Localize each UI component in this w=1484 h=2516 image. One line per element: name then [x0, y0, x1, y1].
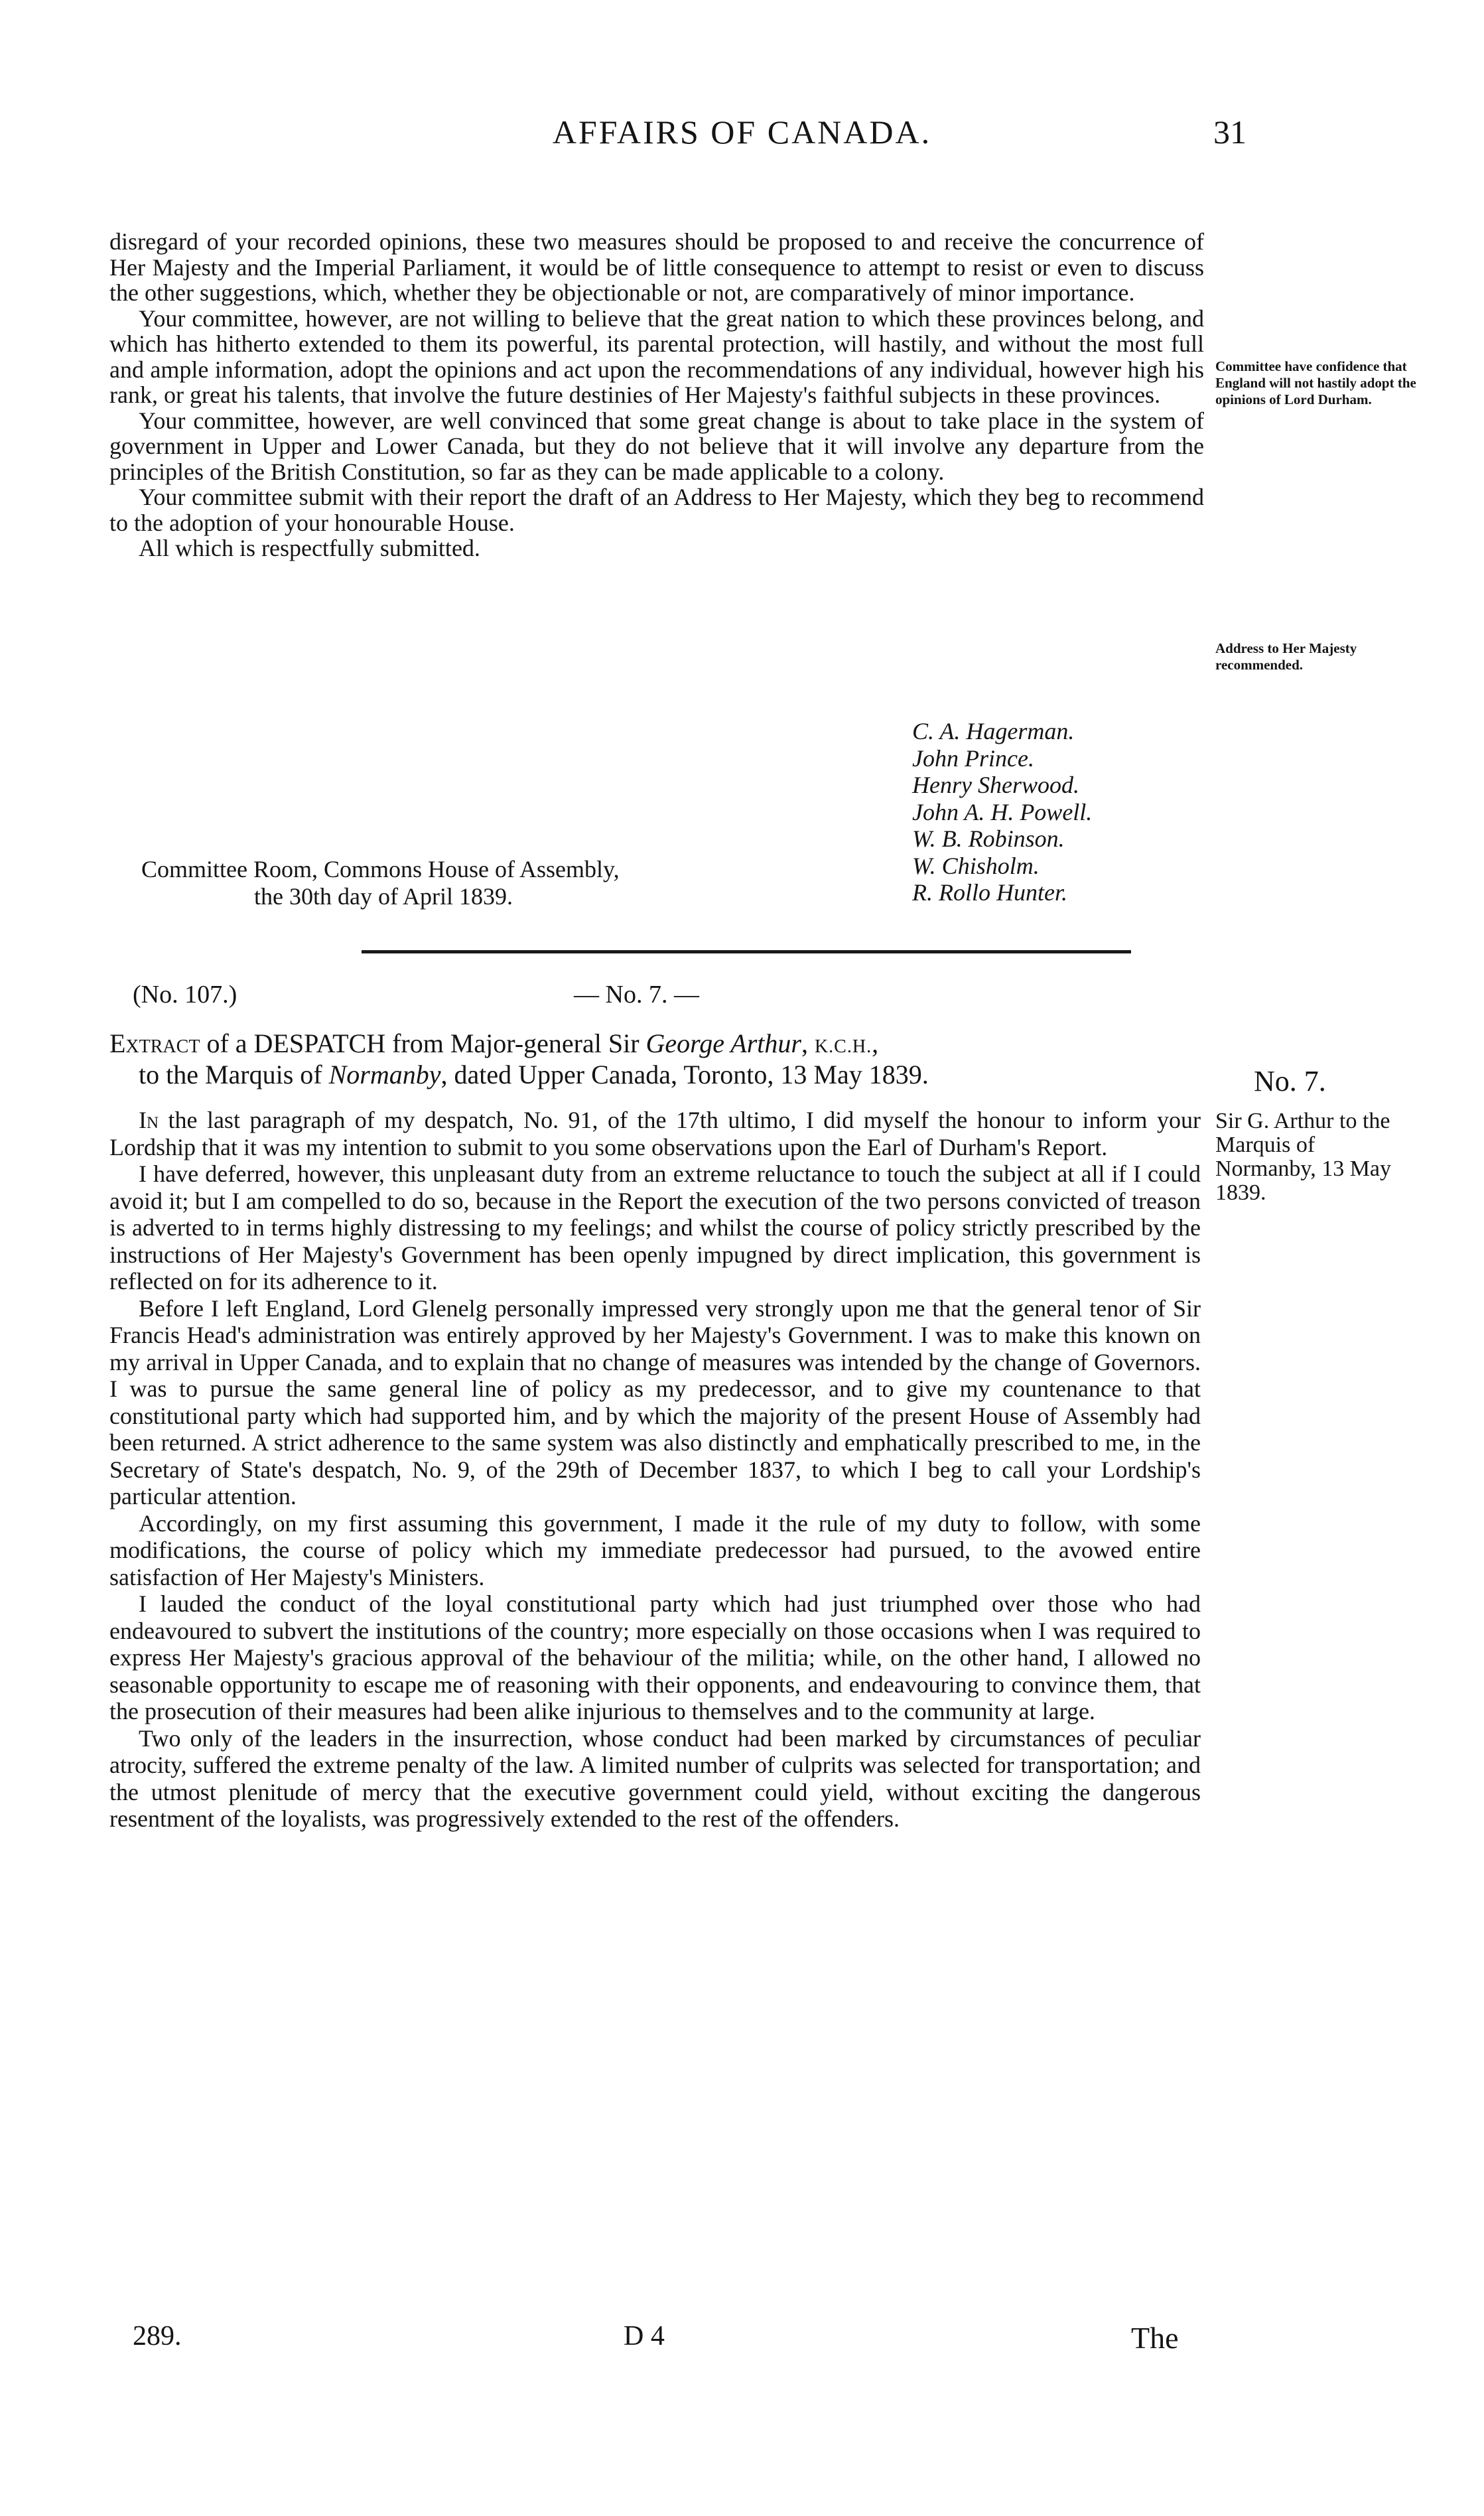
despatch-number-left: (No. 107.) [133, 981, 237, 1009]
report-paragraph: Your committee, however, are not willing to believe that the great nation to which these provinces belong, and which has hitherto extended to them its powerful, its parental protection, will hastily, and without the most full and ample information, adopt the opinions and act upon the recommendations of any individual, however high his rank, or great his talents, that involve the future destinies of Her Majesty's faithful subjects in these provinces. [109, 305, 1204, 408]
despatch-paragraph: Two only of the leaders in the insurrection, whose conduct had been marked by circumstances of peculiar atrocity, suffered the extreme penalty of the law. A limited number of culprits was selected for transportation; and the utmost plenitude of mercy that the executive government could yield, without exciting the dangerous resentment of the loyalists, was progressively extended to the rest of the offenders. [109, 1724, 1201, 1832]
signatory: W. Chisholm. [912, 852, 1040, 879]
margin-note-address: Address to Her Majesty recommended. [1215, 640, 1357, 673]
footer-catchword: The [1131, 2321, 1179, 2355]
page-number: 31 [1213, 113, 1247, 151]
committee-room [141, 856, 620, 910]
report-paragraph: Your committee submit with their report the draft of an Address to Her Majesty, which they beg to recommend to the adoption of your honourable House. [109, 484, 1204, 536]
signatory: W. B. Robinson. [912, 825, 1065, 852]
recipient-name: Normanby [328, 1060, 441, 1089]
margin-despatch-number: No. 7. [1254, 1065, 1326, 1097]
extract-word: Extract [109, 1028, 200, 1058]
signatory: C. A. Hagerman. [912, 718, 1075, 744]
committee-room-line: Committee Room, Commons House of Assembly, [141, 856, 620, 882]
despatch-paragraph: I have deferred, however, this unpleasant duty from an extreme reluctance to touch the subject at all if I could avoid it; but I am compelled to do so, because in the Report the execution of the two persons convicted of treason is adverted to in terms highly distressing to my feelings; and whilst the course of policy strictly prescribed by the instructions of Her Majesty's Government has been openly impugned by direct implication, this government is reflected on for its adherence to it. [109, 1160, 1201, 1294]
margin-note-confidence: Committee have confidence that England will not hastily adopt the opinions of Lord Durham. [1215, 358, 1416, 407]
signatory: John A. H. Powell. [912, 798, 1093, 825]
extract-heading-text: of a DESPATCH from Major-general Sir [200, 1028, 646, 1058]
report-paragraph: All which is respectfully submitted. [139, 535, 480, 561]
despatch-paragraph: Accordingly, on my first assuming this government, I made it the rule of my duty to follow, with some modifications, the course of policy which my immediate predecessor had pursued, to the avowed entire satisfaction of Her Majesty's Ministers. [109, 1509, 1201, 1590]
footer-signature-mark: D 4 [624, 2321, 665, 2351]
extract-heading-text: , dated Upper Canada, Toronto, 13 May 1839. [440, 1060, 929, 1089]
report-body [109, 229, 1204, 561]
section-divider [362, 950, 1131, 953]
signatory: R. Rollo Hunter. [912, 879, 1067, 906]
sender-name: George Arthur [645, 1028, 801, 1058]
extract-heading-text: to the Marquis of [139, 1060, 329, 1089]
extract-heading: Extract of a DESPATCH from Major-general Sir George Arthur, K.C.H., to the Marquis of Normanby, dated Upper Canada, Toronto, 13 May 1839. [109, 1028, 929, 1089]
first-word: In [139, 1107, 159, 1133]
despatch-number-center: — No. 7. — [574, 981, 699, 1009]
report-paragraph: disregard of your recorded opinions, these two measures should be proposed to and receive the concurrence of Her Majesty and the Imperial Parliament, it would be of little consequence to attempt to resist or even to discuss the other suggestions, which, whether they be objectionable or not, are comparatively of minor importance. [109, 228, 1204, 306]
despatch-paragraph: In the last paragraph of my despatch, No. 91, of the 17th ultimo, I did myself the honour to inform your Lordship that it was my intention to submit to you some observations upon the Earl of Durham's Report. [109, 1107, 1201, 1160]
signatories [912, 718, 1092, 906]
signatory: John Prince. [912, 744, 1034, 772]
despatch-paragraph: Before I left England, Lord Glenelg personally impressed very strongly upon me that the general tenor of Sir Francis Head's administration was entirely approved by her Majesty's Government. I was to make this known on my arrival in Upper Canada, and to explain that no change of measures was intended by the change of Governors. I was to pursue the same general line of policy as my predecessor, and to give my countenance to that constitutional party which had supported him, and by which the majority of the present House of Assembly had been returned. A strict adherence to the same system was also distinctly and emphatically prescribed to me, in the Secretary of State's despatch, No. 9, of the 29th of December 1837, to which I beg to call your Lordship's particular attention. [109, 1294, 1201, 1509]
despatch-paragraph: I lauded the conduct of the loyal constitutional party which had just triumphed over those who had endeavoured to subvert the institutions of the country; more especially on those occasions when I was required to express Her Majesty's gracious approval of the behaviour of the militia; while, on the other hand, I allowed no seasonable opportunity to escape me of reasoning with their opponents, and endeavouring to convince them, that the prosecution of their measures had been alike injurious to themselves and to the community at large. [109, 1590, 1201, 1724]
committee-room-date: the 30th day of April 1839. [254, 883, 513, 910]
report-paragraph: Your committee, however, are well convinced that some great change is about to take place in the system of government in Upper and Lower Canada, but they do not believe that it will involve any departure from the principles of the British Constitution, so far as they can be made applicable to a colony. [109, 407, 1204, 485]
signatory: Henry Sherwood. [912, 772, 1079, 798]
despatch-body [109, 1107, 1201, 1833]
running-head-title: AFFAIRS OF CANADA. [552, 113, 932, 151]
margin-note-despatch: Sir G. Arthur to the Marquis of Normanby, 13 May 1839. [1215, 1109, 1392, 1205]
footer-sessional-number: 289. [133, 2321, 182, 2351]
sender-honours: K.C.H. [814, 1036, 872, 1057]
